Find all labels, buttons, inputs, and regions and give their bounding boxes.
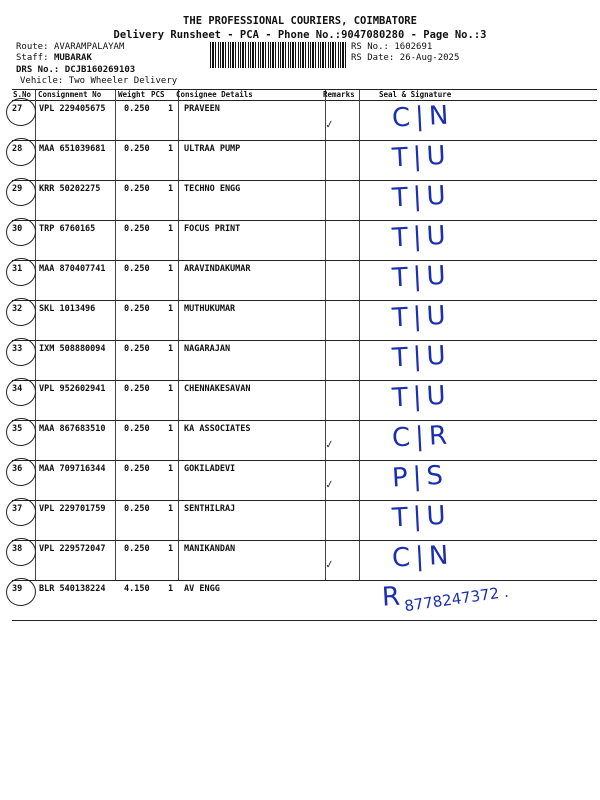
row-consignee: MUTHUKUMAR	[184, 304, 236, 314]
company-title: THE PROFESSIONAL COURIERS, COIMBATORE	[183, 15, 417, 27]
drs-line	[16, 65, 135, 75]
vehicle-line	[20, 76, 177, 86]
row-sno: 37	[12, 504, 23, 514]
remark-tick-mark: ✓	[323, 477, 336, 492]
row-signature: P|S	[391, 460, 449, 494]
row-consignment-no: VPL 229572047	[39, 544, 106, 554]
row-signature: T|U	[391, 300, 452, 334]
row-consignee: KA ASSOCIATES	[184, 424, 251, 434]
row-signature: C|N	[391, 100, 455, 134]
row-weight: 0.250	[124, 544, 150, 554]
row-signature: R	[381, 581, 406, 613]
row-consignee: FOCUS PRINT	[184, 224, 241, 234]
row-consignment-no: MAA 651039681	[39, 144, 106, 154]
row-signature: C|N	[391, 540, 455, 574]
column-divider	[115, 90, 116, 580]
row-weight: 0.250	[124, 144, 150, 154]
row-pcs: 1	[168, 544, 174, 554]
row-rule	[12, 460, 597, 461]
row-consignee: MANIKANDAN	[184, 544, 236, 554]
row-sno: 36	[12, 464, 23, 474]
row-sno: 39	[12, 584, 23, 594]
route-label: Route:	[16, 42, 49, 52]
col-weight: Weight	[118, 90, 146, 99]
row-weight: 0.250	[124, 304, 150, 314]
row-consignment-no: IXM 508880094	[39, 344, 106, 354]
row-rule	[12, 620, 597, 621]
column-divider	[178, 90, 179, 580]
row-consignment-no: MAA 867683510	[39, 424, 106, 434]
row-weight: 0.250	[124, 264, 150, 274]
remark-tick-mark: ✓	[323, 117, 336, 132]
runsheet-subtitle: Delivery Runsheet - PCA - Phone No.:9047080280 - Page No.:3	[113, 29, 487, 41]
row-sno: 32	[12, 304, 23, 314]
row-signature: T|U	[391, 500, 452, 534]
row-sno: 29	[12, 184, 23, 194]
row-signature: T|U	[391, 260, 452, 294]
remark-tick-mark: ✓	[323, 437, 336, 452]
col-remarks: Remarks	[323, 90, 355, 99]
row-pcs: 1	[168, 424, 174, 434]
row-consignee: AV ENGG	[184, 584, 220, 594]
handwritten-phone-number: 8778247372 .	[403, 582, 510, 616]
row-consignment-no: KRR 50202275	[39, 184, 101, 194]
row-pcs: 1	[168, 104, 174, 114]
row-rule	[12, 260, 597, 261]
row-pcs: 1	[168, 584, 174, 594]
row-weight: 0.250	[124, 184, 150, 194]
row-consignee: NAGARAJAN	[184, 344, 231, 354]
vehicle-label: Vehicle:	[20, 76, 64, 86]
col-sno: S.No	[13, 90, 32, 99]
row-consignment-no: VPL 229405675	[39, 104, 106, 114]
row-rule	[12, 420, 597, 421]
row-sno: 31	[12, 264, 23, 274]
rs-no-line	[351, 42, 432, 52]
row-consignment-no: VPL 952602941	[39, 384, 106, 394]
col-seal-signature: Seal & Signature	[379, 90, 452, 99]
row-pcs: 1	[168, 184, 174, 194]
row-rule	[12, 540, 597, 541]
row-pcs: 1	[168, 304, 174, 314]
table-header-rule	[12, 100, 597, 101]
row-weight: 0.250	[124, 384, 150, 394]
row-consignment-no: VPL 229701759	[39, 504, 106, 514]
col-consignee: Consignee Details	[176, 90, 253, 99]
row-consignment-no: TRP 6760165	[39, 224, 96, 234]
drs-value: DCJB160269103	[64, 65, 136, 75]
row-pcs: 1	[168, 464, 174, 474]
row-weight: 4.150	[124, 584, 150, 594]
row-pcs: 1	[168, 144, 174, 154]
row-pcs: 1	[168, 224, 174, 234]
vehicle-value: Two Wheeler Delivery	[68, 76, 178, 86]
row-sno: 34	[12, 384, 23, 394]
row-rule	[12, 580, 597, 581]
row-weight: 0.250	[124, 424, 150, 434]
row-rule	[12, 300, 597, 301]
row-consignee: GOKILADEVI	[184, 464, 236, 474]
row-consignee: ULTRAA PUMP	[184, 144, 241, 154]
row-consignment-no: MAA 709716344	[39, 464, 106, 474]
row-sno: 38	[12, 544, 23, 554]
row-rule	[12, 140, 597, 141]
column-divider	[325, 90, 326, 580]
row-signature: T|U	[391, 140, 452, 174]
col-pcs: PCS	[151, 90, 165, 99]
drs-label: DRS No.:	[16, 65, 60, 75]
row-consignee: ARAVINDAKUMAR	[184, 264, 251, 274]
rs-no-value: 1602691	[394, 42, 433, 52]
row-consignment-no: BLR 540138224	[39, 584, 106, 594]
row-consignee: TECHNO ENGG	[184, 184, 241, 194]
row-pcs: 1	[168, 384, 174, 394]
row-weight: 0.250	[124, 224, 150, 234]
row-signature: T|U	[391, 340, 452, 374]
row-weight: 0.250	[124, 504, 150, 514]
row-sno: 35	[12, 424, 23, 434]
row-signature: T|U	[391, 380, 452, 414]
row-rule	[12, 380, 597, 381]
column-divider	[359, 90, 360, 580]
row-weight: 0.250	[124, 464, 150, 474]
row-signature: T|U	[391, 180, 452, 214]
row-sno: 28	[12, 144, 23, 154]
row-rule	[12, 220, 597, 221]
rs-no-label: RS No.:	[351, 42, 389, 52]
staff-label: Staff:	[16, 53, 49, 63]
route-line	[16, 42, 124, 52]
row-consignee: SENTHILRAJ	[184, 504, 236, 514]
remark-tick-mark: ✓	[323, 557, 336, 572]
row-signature: T|U	[391, 220, 452, 254]
staff-value: MUBARAK	[53, 53, 92, 63]
row-rule	[12, 340, 597, 341]
row-consignee: PRAVEEN	[184, 104, 220, 114]
row-rule	[12, 180, 597, 181]
row-rule	[12, 500, 597, 501]
col-consignment: Consignment No	[38, 90, 102, 99]
rs-date-line	[351, 53, 459, 63]
row-weight: 0.250	[124, 104, 150, 114]
staff-line	[16, 53, 92, 63]
row-signature: C|R	[391, 420, 453, 454]
rs-date-value: 26-Aug-2025	[399, 53, 460, 63]
row-sno: 33	[12, 344, 23, 354]
row-weight: 0.250	[124, 344, 150, 354]
row-consignee: CHENNAKESAVAN	[184, 384, 251, 394]
row-consignment-no: SKL 1013496	[39, 304, 96, 314]
row-pcs: 1	[168, 504, 174, 514]
route-value: AVARAMPALAYAM	[53, 42, 125, 52]
row-consignment-no: MAA 870407741	[39, 264, 106, 274]
row-sno: 30	[12, 224, 23, 234]
row-pcs: 1	[168, 344, 174, 354]
row-pcs: 1	[168, 264, 174, 274]
rs-date-label: RS Date:	[351, 53, 395, 63]
row-sno: 27	[12, 104, 23, 114]
barcode	[210, 42, 346, 68]
